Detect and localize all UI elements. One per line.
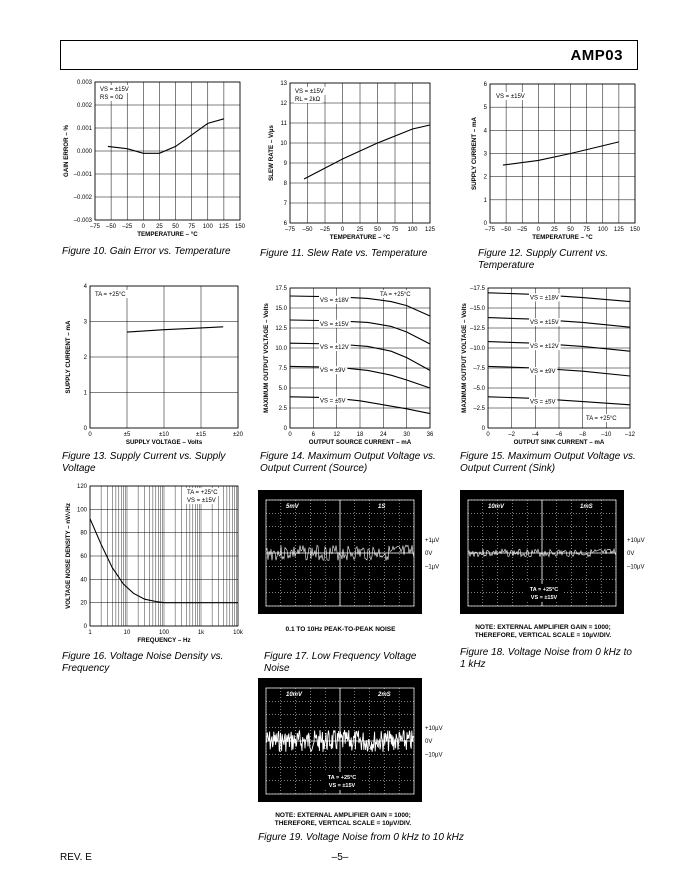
scope-note-fig19-line2: THEREFORE, VERTICAL SCALE = 10µV/DIV.	[274, 820, 412, 827]
scope-time-per-div: 1mS	[580, 504, 593, 510]
curve-label: VS = ±15V	[530, 320, 559, 327]
curve-label: VS = ±18V	[320, 297, 349, 304]
x-tick-label: –75	[484, 227, 496, 233]
x-axis-label: TEMPERATURE – °C	[137, 231, 198, 238]
y-tick-label: 12	[280, 101, 287, 107]
annotation-text: VS = ±15V	[496, 94, 525, 100]
x-tick-label: –6	[555, 432, 563, 438]
x-tick-label: –10	[601, 432, 612, 438]
x-tick-label: 150	[234, 224, 246, 230]
y-tick-label: 7	[283, 201, 287, 207]
annotation-text: TA = +25°C	[380, 292, 411, 298]
x-axis-label: TEMPERATURE – °C	[329, 234, 391, 241]
scope-volts-per-div: 10mV	[286, 692, 303, 698]
y-axis-label: MAXIMUM OUTPUT VOLTAGE – Volts	[263, 303, 270, 413]
x-axis-label: TEMPERATURE – °C	[532, 234, 593, 241]
x-tick-label: –2	[508, 432, 516, 438]
scope-note-fig18-line2: THEREFORE, VERTICAL SCALE = 10µV/DIV.	[474, 632, 612, 639]
y-tick-label: 5	[483, 105, 487, 112]
scope-level-mid: 0V	[627, 551, 635, 557]
x-axis-label: FREQUENCY – Hz	[137, 637, 191, 644]
scope-level-bot: –10µV	[425, 752, 443, 759]
curve-label: VS = ±9V	[530, 369, 556, 375]
x-tick-label: 18	[356, 432, 364, 438]
scope-low-freq-noise	[258, 490, 448, 620]
y-tick-label: 0	[283, 426, 287, 432]
y-tick-label: 60	[80, 554, 87, 560]
y-tick-label: 0.001	[76, 126, 92, 132]
y-tick-label: 12.5	[275, 326, 287, 332]
x-tick-label: –25	[122, 224, 133, 230]
caption-fig10: Figure 10. Gain Error vs. Temperature	[62, 246, 231, 257]
scope-level-top: +10µV	[627, 537, 645, 544]
y-tick-label: –10.0	[469, 346, 485, 352]
y-tick-label: –2.5	[473, 406, 485, 412]
revision-label: REV. E	[60, 852, 92, 863]
y-axis-label: SUPPLY CURRENT – mA	[471, 117, 478, 190]
y-tick-label: 15.0	[275, 306, 287, 312]
y-tick-label: –12.5	[469, 326, 485, 332]
chart-output-voltage-sink	[458, 282, 643, 447]
scope-time-per-div: 1S	[378, 504, 386, 510]
annotation-text: RL = 2kΩ	[295, 97, 321, 103]
scope-noise-1khz	[460, 490, 660, 620]
header-box	[60, 40, 638, 70]
x-tick-label: –50	[501, 227, 512, 233]
y-tick-label: 3	[483, 151, 487, 158]
x-tick-label: 10k	[233, 630, 243, 636]
x-tick-label: 6	[311, 432, 316, 438]
chart-slew-rate	[265, 78, 450, 243]
x-tick-label: 100	[597, 227, 608, 233]
annotation-text: TA = +25°C	[586, 416, 617, 422]
y-tick-label: 4	[83, 284, 87, 290]
y-tick-label: 7.5	[278, 366, 287, 372]
scope-time-per-div: 2mS	[378, 692, 391, 698]
x-tick-label: 125	[218, 224, 229, 230]
series-line	[304, 125, 430, 179]
y-tick-label: 0.000	[76, 149, 92, 155]
chart-gain-error	[60, 78, 250, 243]
y-tick-label: 2	[83, 355, 87, 361]
scope-note-fig19-line1: NOTE: EXTERNAL AMPLIFIER GAIN = 1000;	[275, 812, 411, 819]
y-tick-label: –0.001	[73, 172, 92, 178]
scope-volts-per-div: 10mV	[488, 504, 505, 510]
caption-fig11: Figure 11. Slew Rate vs. Temperature	[260, 248, 428, 259]
x-tick-label: 0	[340, 227, 345, 233]
annotation-text: VS = ±15V	[295, 89, 324, 95]
curve-label: VS = ±15V	[320, 321, 349, 328]
x-tick-label: 75	[391, 227, 399, 233]
y-tick-label: –5.0	[473, 386, 485, 392]
x-tick-label: 25	[551, 227, 558, 233]
x-tick-label: 0	[141, 224, 146, 230]
x-tick-label: 50	[172, 224, 179, 230]
x-tick-label: 100	[407, 227, 418, 233]
x-tick-label: 50	[374, 227, 381, 233]
caption-fig17: Figure 17. Low Frequency Voltage Noise	[264, 651, 417, 674]
y-tick-label: 11	[280, 121, 287, 127]
x-axis-label: SUPPLY VOLTAGE – Volts	[125, 439, 203, 446]
y-tick-label: 40	[80, 577, 87, 584]
x-tick-label: 100	[202, 224, 213, 230]
page-title: AMP03	[570, 47, 623, 64]
chart-output-voltage-source	[260, 282, 445, 447]
x-tick-label: 0	[88, 432, 92, 438]
x-tick-label: 12	[333, 432, 341, 438]
scope-note-fig17: 0.1 TO 10Hz PEAK-TO-PEAK NOISE	[285, 626, 396, 633]
x-tick-label: 75	[188, 224, 196, 230]
curve-label: VS = ±5V	[530, 399, 556, 406]
scope-cond-vs: VS = ±15V	[328, 783, 356, 789]
series-line	[127, 327, 223, 332]
x-tick-label: 0	[288, 432, 292, 438]
caption-fig15: Figure 15. Maximum Output Voltage vs. Output Current (Sink)	[460, 451, 636, 474]
series-line	[108, 119, 224, 154]
y-tick-label: 120	[76, 484, 87, 490]
curve-label: VS = ±12V	[320, 345, 349, 351]
y-tick-label: 100	[76, 507, 87, 514]
x-tick-label: –12	[624, 432, 636, 438]
y-axis-label: GAIN ERROR – %	[63, 125, 70, 177]
x-tick-label: 1	[88, 630, 92, 636]
y-tick-label: 10.0	[275, 346, 287, 352]
caption-fig19: Figure 19. Voltage Noise from 0 kHz to 10 kHz	[258, 832, 464, 843]
x-tick-label: ±15	[196, 432, 206, 438]
y-tick-label: 4	[483, 128, 487, 135]
y-axis-label: SLEW RATE – V/µs	[268, 125, 275, 181]
y-tick-label: 80	[80, 530, 87, 537]
x-tick-label: –75	[284, 227, 296, 233]
y-tick-label: 1	[83, 390, 87, 397]
x-tick-label: 10	[123, 630, 131, 636]
y-tick-label: 6	[483, 82, 487, 88]
y-tick-label: 2	[483, 174, 487, 181]
caption-fig12: Figure 12. Supply Current vs. Temperature	[478, 248, 609, 271]
x-tick-label: 0	[536, 227, 541, 233]
y-tick-label: 0.003	[76, 80, 92, 86]
caption-fig13: Figure 13. Supply Current vs. Supply Voltage	[62, 451, 226, 474]
y-tick-label: –7.5	[473, 366, 485, 372]
y-tick-label: –17.5	[469, 286, 485, 292]
y-tick-label: –15.0	[469, 306, 485, 312]
y-tick-label: 0.002	[76, 103, 92, 109]
y-tick-label: 0	[481, 426, 485, 432]
scope-level-mid: 0V	[425, 739, 433, 745]
chart-noise-density	[60, 480, 250, 648]
y-tick-label: 2.5	[278, 406, 287, 412]
scope-cond-ta: TA = +25°C	[327, 775, 357, 781]
x-tick-label: 150	[629, 227, 641, 233]
annotation-text: RS = 0Ω	[100, 95, 123, 101]
curve-label: VS = ±12V	[530, 344, 559, 351]
y-tick-label: 6	[283, 221, 287, 227]
y-tick-label: 8	[283, 181, 287, 187]
caption-fig16: Figure 16. Voltage Noise Density vs. Frequency	[62, 651, 224, 674]
y-tick-label: 10	[280, 141, 287, 147]
curve-label: VS = ±18V	[530, 295, 559, 302]
y-tick-label: 0	[83, 624, 87, 630]
y-tick-label: 13	[280, 81, 287, 87]
x-tick-label: ±20	[233, 432, 243, 438]
scope-level-top: +10µV	[425, 725, 443, 732]
x-tick-label: 125	[613, 227, 624, 233]
x-tick-label: –50	[302, 227, 313, 233]
scope-note-fig18-line1: NOTE: EXTERNAL AMPLIFIER GAIN = 1000;	[475, 624, 611, 631]
scope-volts-per-div: 5mV	[286, 504, 299, 510]
scope-level-bot: –1µV	[425, 564, 440, 571]
scope-level-bot: –10µV	[627, 564, 645, 571]
x-tick-label: 25	[356, 227, 364, 233]
x-tick-label: 25	[156, 224, 163, 230]
y-tick-label: 20	[80, 600, 87, 607]
x-tick-label: 30	[403, 432, 411, 438]
y-tick-label: 5.0	[278, 386, 287, 392]
y-tick-label: 17.5	[275, 286, 287, 292]
x-tick-label: ±5	[123, 432, 131, 438]
y-tick-label: 0	[83, 426, 87, 432]
y-tick-label: –0.002	[73, 195, 92, 201]
x-tick-label: –50	[106, 224, 117, 230]
x-tick-label: 36	[426, 432, 434, 438]
annotation-text: VS = ±15V	[100, 87, 129, 93]
x-axis-label: OUTPUT SINK CURRENT – mA	[513, 439, 605, 446]
x-tick-label: 1k	[197, 630, 205, 636]
x-tick-label: –25	[517, 227, 528, 233]
x-tick-label: –75	[89, 224, 101, 230]
scope-level-top: +1µV	[425, 537, 440, 544]
annotation-text: TA = +25°C	[95, 292, 126, 298]
annotation-text: TA = +25°C	[187, 490, 218, 496]
chart-supply-current-temp	[468, 78, 648, 243]
y-axis-label: VOLTAGE NOISE DENSITY – nV/√Hz	[65, 503, 72, 609]
y-tick-label: 9	[283, 161, 287, 167]
caption-fig14: Figure 14. Maximum Output Voltage vs. Output Current (Source)	[260, 451, 436, 474]
y-tick-label: 0	[483, 221, 487, 227]
caption-fig18: Figure 18. Voltage Noise from 0 kHz to 1 kHz	[460, 647, 632, 670]
x-tick-label: 125	[424, 227, 436, 233]
x-tick-label: 100	[158, 630, 170, 636]
x-tick-label: –25	[319, 227, 331, 233]
x-tick-label: –4	[531, 432, 539, 438]
page-number: –5–	[331, 852, 349, 863]
x-tick-label: –8	[579, 432, 587, 438]
x-tick-label: 50	[567, 227, 574, 233]
scope-level-mid: 0V	[425, 551, 433, 557]
y-tick-label: –0.003	[73, 218, 92, 224]
scope-cond-vs: VS = ±15V	[530, 595, 558, 601]
curve-label: VS = ±9V	[320, 368, 346, 375]
x-tick-label: 24	[379, 432, 387, 438]
x-tick-label: ±10	[159, 432, 169, 438]
annotation-text: VS = ±15V	[187, 498, 216, 504]
y-tick-label: 3	[83, 319, 87, 326]
y-axis-label: MAXIMUM OUTPUT VOLTAGE – Volts	[461, 303, 468, 413]
x-tick-label: 75	[583, 227, 591, 233]
curve-label: VS = ±5V	[320, 398, 346, 405]
scope-cond-ta: TA = +25°C	[529, 587, 559, 593]
x-tick-label: 0	[486, 432, 490, 438]
y-axis-label: SUPPLY CURRENT – mA	[65, 320, 72, 394]
scope-noise-10khz	[258, 678, 458, 808]
y-tick-label: 1	[483, 197, 487, 204]
x-axis-label: OUTPUT SOURCE CURRENT – mA	[308, 439, 412, 446]
chart-supply-current-voltage	[60, 282, 250, 447]
